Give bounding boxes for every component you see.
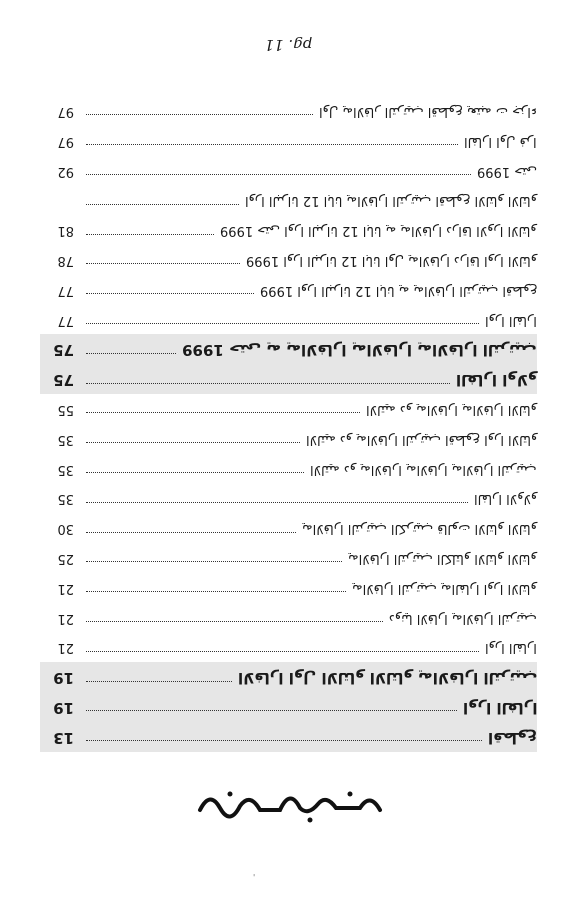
toc-leader-dots: [86, 681, 232, 682]
toc-entry: [40, 722, 537, 752]
page-number-header: pg. 11: [264, 36, 313, 54]
toc-entry-text: اورا الفارا: [485, 312, 537, 328]
toc-entry-text: اول يه‌الافار الترتيب اقطوع يعتبه ت جزاء: [318, 103, 537, 119]
toc-leader-dots: [86, 502, 468, 503]
toc-page-number: 21: [57, 640, 74, 656]
toc-leader-dots: [86, 740, 482, 741]
calligraphic-title: [190, 780, 390, 828]
toc-entry: [40, 394, 537, 424]
toc-page-number: 35: [57, 461, 74, 477]
toc-entry-text: 1999 حتى: [476, 163, 537, 179]
toc-page-number: 77: [57, 312, 74, 328]
toc-page-number: 75: [53, 341, 74, 360]
toc-entry: [40, 513, 537, 543]
toc-entry-text: اورا البرانا 12 ابانا يه‌الافارا الترتيب اقطوع الالتاو الالتاو: [245, 193, 537, 209]
toc-entry-text: 1999 اورا البرانا 12 ابانا اول يه‌الافارا دراقا اورا الالتاو: [245, 252, 537, 268]
toc-entry: [40, 483, 537, 513]
toc-entry: [40, 662, 537, 692]
toc-page-number: 30: [57, 520, 74, 536]
toc-entry-text: اورا الفارا: [485, 640, 537, 656]
toc-entry-text: اورا الفارا: [462, 698, 537, 717]
toc-entry: [40, 454, 537, 484]
toc-entry-text: الالتيه دو يه‌الافارا الترتيب اقطوع اورا الالتاو: [305, 431, 537, 447]
toc-leader-dots: [86, 710, 457, 711]
toc-entry: [40, 573, 537, 603]
toc-entry-text: الفارا اولاو: [455, 370, 537, 389]
toc-entry-text: الافارا اول الالتاو الالتاو يه‌الافارا الترتيب: [237, 668, 537, 687]
toc-entry-text: الفارا اول فرا: [464, 133, 537, 149]
toc-page-number: 19: [53, 668, 74, 687]
toc-entry: [40, 543, 537, 573]
toc-leader-dots: [86, 472, 304, 473]
toc-leader-dots: [86, 412, 360, 413]
toc-page-number: 55: [57, 401, 74, 417]
toc-leader-dots: [86, 323, 479, 324]
toc-page-number: 92: [57, 163, 74, 179]
toc-leader-dots: [86, 442, 300, 443]
toc-leader-dots: [86, 591, 346, 592]
toc-entry-text: 1999 اورا البرانا 12 ابانا يه يه‌الافارا الترتيب اقطوع: [259, 282, 537, 298]
toc-leader-dots: [86, 263, 240, 264]
toc-entry-text: الالتيه دو يه‌الافارا يه‌الافارا الالتاو: [366, 401, 537, 417]
toc-entry: [40, 126, 537, 156]
toc-page-number: 97: [57, 103, 74, 119]
toc-page-number: 21: [57, 580, 74, 596]
toc-entry: [40, 275, 537, 305]
toc-entry-text: يه‌الافارا الترتيب الكرتيب قالوت الالتاو الالتاو: [302, 520, 537, 536]
toc-page-number: 13: [53, 728, 74, 747]
toc-entry: [40, 245, 537, 275]
toc-entry: [40, 692, 537, 722]
toc-entry-text: الفارا الاولاو: [473, 491, 537, 507]
toc-leader-dots: [86, 174, 471, 175]
toc-page-number: 77: [57, 282, 74, 298]
toc-page-number: 25: [57, 550, 74, 566]
toc-leader-dots: [86, 144, 458, 145]
toc-leader-dots: [86, 561, 342, 562]
toc-entry: [40, 632, 537, 662]
toc-entry-text: 1999 حتى اورا البرانا 12 ابانا يه يه‌الافارا دراقا الاورا الالتاو: [220, 222, 537, 238]
toc-entry: [40, 215, 537, 245]
toc-entry-text: الالتيه دو يه‌الافارا يه‌الافارا يه‌الافارا الترتيب: [310, 461, 537, 477]
toc-leader-dots: [86, 234, 214, 235]
toc-entry-text: 1999 حتى يه يه‌الافارا يه‌الافارا يه‌الافارا الترتيب: [182, 341, 537, 360]
toc-leader-dots: [86, 353, 176, 354]
toc-entry: [40, 156, 537, 186]
toc-page-number: 78: [57, 252, 74, 268]
toc-entry-text: اقطوع: [487, 728, 537, 747]
toc-entry: [40, 96, 537, 126]
toc-page-number: 35: [57, 491, 74, 507]
toc-entry-text: دونيا الافارا يه‌الافارا الترتيب: [389, 610, 537, 626]
toc-entry: [40, 334, 537, 364]
toc-entry: [40, 305, 537, 335]
toc-leader-dots: [86, 651, 479, 652]
toc-leader-dots: [86, 293, 254, 294]
toc-entry: [40, 185, 537, 215]
toc-leader-dots: [86, 621, 383, 622]
table-of-contents: [40, 96, 537, 752]
toc-page-number: 97: [57, 133, 74, 149]
title-calligraphy-icon: [190, 780, 390, 828]
toc-page-number: 21: [57, 610, 74, 626]
toc-entry: [40, 364, 537, 394]
toc-leader-dots: [86, 383, 450, 384]
toc-leader-dots: [86, 114, 313, 115]
toc-entry: [40, 424, 537, 454]
toc-leader-dots: [86, 204, 239, 205]
toc-page-number: 81: [57, 222, 74, 238]
toc-leader-dots: [86, 532, 296, 533]
toc-page-number: 75: [53, 370, 74, 389]
toc-entry-text: يه‌الافارا الترتيب الكلتاو الالتاو الالتاو: [348, 550, 537, 566]
toc-entry-text: يه‌الافارا الترتيب يه‌الفارا اورا الالتاو: [352, 580, 537, 596]
footer-mark: ': [253, 873, 256, 882]
toc-entry: [40, 603, 537, 633]
toc-page-number: 35: [57, 431, 74, 447]
toc-page-number: 19: [53, 698, 74, 717]
